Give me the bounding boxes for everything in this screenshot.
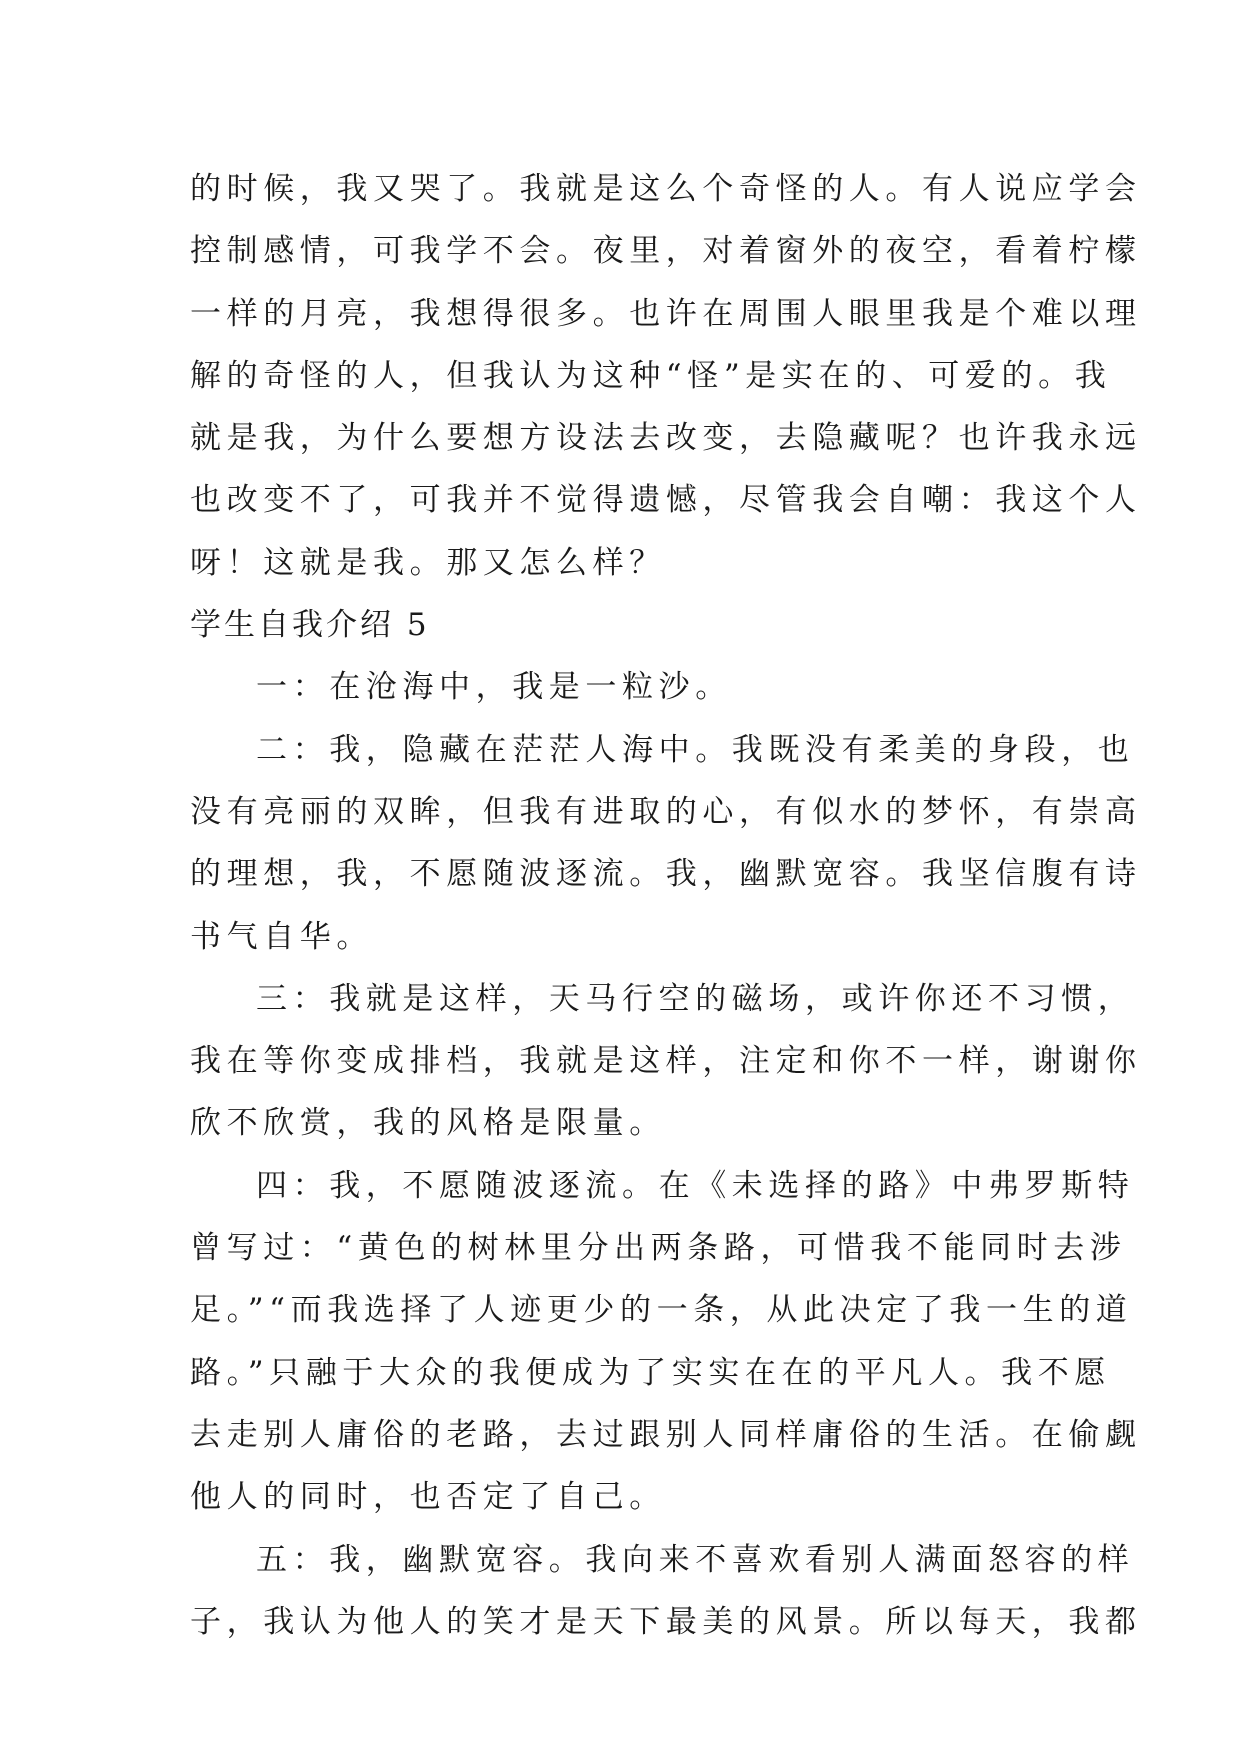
text-line: 三：我就是这样，天马行空的磁场，或许你还不习惯，: [256, 980, 1135, 1017]
text-line: 他人的同时，也否定了自己。: [190, 1479, 666, 1516]
document-body: [190, 158, 1142, 1653]
text-line: 一：在沧海中，我是一粒沙。: [256, 669, 732, 706]
section-heading: 学生自我介绍 5: [190, 607, 430, 644]
text-line: 子，我认为他人的笑才是天下最美的风景。所以每天，我都: [190, 1603, 1142, 1640]
text-line: 路。”只融于大众的我便成为了实实在在的平凡人。我不愿: [190, 1354, 1111, 1391]
text-line: 四：我，不愿随波逐流。在《未选择的路》中弗罗斯特: [256, 1167, 1135, 1204]
text-line: 解的奇怪的人，但我认为这种“怪”是实在的、可爱的。我: [190, 357, 1112, 394]
text-line: 去走别人庸俗的老路，去过跟别人同样庸俗的生活。在偷觑: [190, 1416, 1142, 1453]
text-line: 的理想，我，不愿随波逐流。我，幽默宽容。我坚信腹有诗: [190, 856, 1142, 893]
text-line: 足。”“而我选择了人迹更少的一条，从此决定了我一生的道: [190, 1292, 1133, 1329]
text-line: 欣不欣赏，我的风格是限量。: [190, 1105, 666, 1142]
text-line: 五：我，幽默宽容。我向来不喜欢看别人满面怒容的样: [256, 1541, 1135, 1578]
text-line: 没有亮丽的双眸，但我有进取的心，有似水的梦怀，有崇高: [190, 793, 1142, 830]
text-line: 曾写过：“黄色的树林里分出两条路，可惜我不能同时去涉: [190, 1230, 1127, 1267]
text-line: 我在等你变成排档，我就是这样，注定和你不一样，谢谢你: [190, 1043, 1142, 1080]
text-line: 一样的月亮，我想得很多。也许在周围人眼里我是个难以理: [190, 295, 1142, 332]
text-line: 二：我，隐藏在茫茫人海中。我既没有柔美的身段，也: [256, 731, 1135, 768]
text-line: 呀！这就是我。那又怎么样？: [190, 544, 666, 581]
text-line: 书气自华。: [190, 918, 373, 955]
text-line: 的时候，我又哭了。我就是这么个奇怪的人。有人说应学会: [190, 171, 1142, 207]
text-line: 控制感情，可我学不会。夜里，对着窗外的夜空，看着柠檬: [190, 233, 1142, 270]
text-line: 也改变不了，可我并不觉得遗憾，尽管我会自嘲：我这个人: [190, 482, 1142, 519]
text-line: 就是我，为什么要想方设法去改变，去隐藏呢？也许我永远: [190, 420, 1142, 457]
